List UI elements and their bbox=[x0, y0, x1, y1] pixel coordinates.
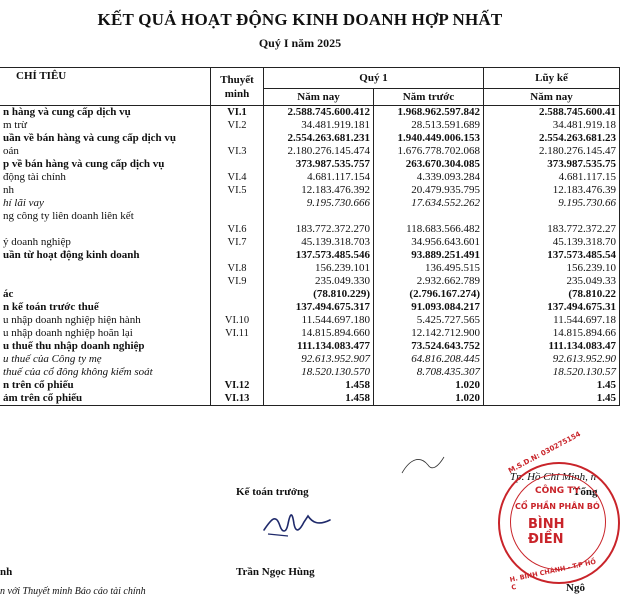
row-current-quarter: 4.681.117.154 bbox=[264, 171, 374, 184]
row-indicator: nh bbox=[3, 184, 14, 196]
header-indicator: CHỈ TIÊU bbox=[0, 68, 211, 106]
row-ytd-current: 18.520.130.57 bbox=[484, 366, 620, 379]
row-note: VI.6 bbox=[211, 223, 264, 236]
row-ytd-current: 12.183.476.39 bbox=[484, 184, 620, 197]
row-ytd-current: 11.544.697.18 bbox=[484, 314, 620, 327]
row-ytd-current: 1.45 bbox=[484, 392, 620, 406]
row-note: VI.1 bbox=[211, 106, 264, 120]
row-previous-quarter: 28.513.591.689 bbox=[374, 119, 484, 132]
row-indicator: uần về bán hàng và cung cấp dịch vụ bbox=[3, 132, 176, 144]
row-ytd-current: 4.681.117.15 bbox=[484, 171, 620, 184]
accountant-signature bbox=[258, 500, 338, 542]
row-note bbox=[211, 197, 264, 210]
row-current-quarter: 183.772.372.270 bbox=[264, 223, 374, 236]
row-ytd-current: 2.180.276.145.47 bbox=[484, 145, 620, 158]
table-row bbox=[0, 366, 620, 379]
row-current-quarter: 9.195.730.666 bbox=[264, 197, 374, 210]
row-current-quarter: 14.815.894.660 bbox=[264, 327, 374, 340]
header-previous-year: Năm trước bbox=[374, 89, 484, 106]
header-ytd-current-year: Năm nay bbox=[484, 89, 620, 106]
row-ytd-current: 137.494.675.31 bbox=[484, 301, 620, 314]
row-indicator bbox=[0, 223, 211, 236]
row-ytd-current: 45.139.318.70 bbox=[484, 236, 620, 249]
table-row bbox=[0, 327, 620, 340]
row-indicator: n hàng và cung cấp dịch vụ bbox=[3, 106, 131, 118]
row-note: VI.13 bbox=[211, 392, 264, 406]
row-current-quarter: 1.458 bbox=[264, 379, 374, 392]
row-note: VI.8 bbox=[211, 262, 264, 275]
director-title: Tổng bbox=[573, 486, 598, 498]
row-previous-quarter: 8.708.435.307 bbox=[374, 366, 484, 379]
row-previous-quarter: 118.683.566.482 bbox=[374, 223, 484, 236]
table-row bbox=[0, 106, 620, 120]
row-indicator: ng công ty liên doanh liên kết bbox=[3, 210, 134, 222]
table-row bbox=[0, 301, 620, 314]
preparer-name: nh bbox=[0, 566, 13, 578]
stamp-number: M.S.D.N: 030275154 bbox=[507, 430, 583, 476]
row-indicator: thuế của cổ đông không kiểm soát bbox=[3, 366, 153, 378]
row-indicator: ảm trên cổ phiếu bbox=[0, 392, 211, 406]
row-current-quarter bbox=[264, 210, 374, 223]
stamp-ring-text: H. BÌNH CHÁNH - T.P HỒ C bbox=[509, 557, 597, 592]
stamp-line1: CÔNG TY bbox=[535, 486, 580, 496]
row-current-quarter: 1.458 bbox=[264, 392, 374, 406]
row-current-quarter: (78.810.229) bbox=[264, 288, 374, 301]
header-current-year: Năm nay bbox=[264, 89, 374, 106]
table-row bbox=[0, 119, 620, 132]
row-previous-quarter: 1.968.962.597.842 bbox=[374, 106, 484, 120]
row-previous-quarter: 4.339.093.284 bbox=[374, 171, 484, 184]
row-note bbox=[211, 158, 264, 171]
row-ytd-current: 14.815.894.66 bbox=[484, 327, 620, 340]
table-row bbox=[0, 262, 620, 275]
row-indicator bbox=[0, 262, 211, 275]
table-row bbox=[0, 132, 620, 145]
row-ytd-current: 9.195.730.66 bbox=[484, 197, 620, 210]
row-current-quarter: 45.139.318.703 bbox=[264, 236, 374, 249]
handwritten-mark-icon bbox=[398, 447, 448, 481]
row-indicator: u nhập doanh nghiệp hiện hành bbox=[3, 314, 141, 326]
row-indicator: n trên cổ phiếu bbox=[3, 379, 74, 391]
row-previous-quarter: 1.020 bbox=[374, 379, 484, 392]
row-current-quarter: 111.134.083.477 bbox=[264, 340, 374, 353]
row-ytd-current: 183.772.372.27 bbox=[484, 223, 620, 236]
row-ytd-current: 34.481.919.18 bbox=[484, 119, 620, 132]
stamp-line3: BÌNH ĐIỀN bbox=[528, 517, 565, 547]
director-name: Ngô bbox=[566, 582, 585, 594]
report-title: KẾT QUẢ HOẠT ĐỘNG KINH DOANH HỢP NHẤT bbox=[97, 10, 503, 29]
row-current-quarter: 18.520.130.570 bbox=[264, 366, 374, 379]
row-previous-quarter: 91.093.084.217 bbox=[374, 301, 484, 314]
row-ytd-current: 1.45 bbox=[484, 379, 620, 392]
row-current-quarter: 2.180.276.145.474 bbox=[264, 145, 374, 158]
row-ytd-current: 111.134.083.47 bbox=[484, 340, 620, 353]
row-ytd-current: 2.588.745.600.41 bbox=[484, 106, 620, 120]
row-previous-quarter: 136.495.515 bbox=[374, 262, 484, 275]
row-note: VI.7 bbox=[211, 236, 264, 249]
row-indicator bbox=[0, 275, 211, 288]
row-indicator: u thuế của Công ty mẹ bbox=[3, 353, 102, 365]
row-current-quarter: 2.554.263.681.231 bbox=[264, 132, 374, 145]
header-note-line2: minh bbox=[224, 87, 250, 100]
row-previous-quarter: 73.524.643.752 bbox=[374, 340, 484, 353]
row-previous-quarter: 2.932.662.789 bbox=[374, 275, 484, 288]
row-indicator: ý doanh nghiệp bbox=[3, 236, 71, 248]
row-ytd-current: 137.573.485.54 bbox=[484, 249, 620, 262]
row-indicator: m trừ bbox=[3, 119, 27, 131]
row-current-quarter: 11.544.697.180 bbox=[264, 314, 374, 327]
table-row bbox=[0, 210, 620, 223]
table-row bbox=[0, 236, 620, 249]
table-row bbox=[0, 288, 620, 301]
accountant-title: Kế toán trưởng bbox=[236, 486, 309, 498]
footer-note: n với Thuyết minh Báo cáo tài chính bbox=[0, 586, 146, 597]
row-current-quarter: 92.613.952.907 bbox=[264, 353, 374, 366]
header-note-line1: Thuyết bbox=[220, 73, 254, 86]
row-ytd-current: 92.613.952.90 bbox=[484, 353, 620, 366]
row-note: VI.2 bbox=[211, 119, 264, 132]
income-statement-table bbox=[0, 67, 620, 406]
row-note: VI.9 bbox=[211, 275, 264, 288]
row-previous-quarter: 1.020 bbox=[374, 392, 484, 406]
row-indicator: u nhập doanh nghiệp hoãn lại bbox=[3, 327, 133, 339]
row-note: VI.10 bbox=[211, 314, 264, 327]
table-row bbox=[0, 275, 620, 288]
row-previous-quarter: 93.889.251.491 bbox=[374, 249, 484, 262]
row-note: VI.12 bbox=[211, 379, 264, 392]
row-indicator: hí lãi vay bbox=[3, 197, 44, 209]
row-note bbox=[211, 132, 264, 145]
row-note bbox=[211, 210, 264, 223]
row-indicator: ác bbox=[3, 288, 14, 300]
row-previous-quarter: (2.796.167.274) bbox=[374, 288, 484, 301]
row-indicator: uần từ hoạt động kinh doanh bbox=[3, 249, 140, 261]
row-note bbox=[211, 353, 264, 366]
table-row bbox=[0, 392, 620, 406]
row-previous-quarter: 20.479.935.795 bbox=[374, 184, 484, 197]
row-current-quarter: 2.588.745.600.412 bbox=[264, 106, 374, 120]
accountant-name: Trần Ngọc Hùng bbox=[236, 566, 315, 578]
header-note bbox=[211, 68, 264, 106]
row-previous-quarter: 5.425.727.565 bbox=[374, 314, 484, 327]
row-current-quarter: 137.573.485.546 bbox=[264, 249, 374, 262]
row-ytd-current bbox=[484, 210, 620, 223]
row-current-quarter: 156.239.101 bbox=[264, 262, 374, 275]
row-indicator: p về bán hàng và cung cấp dịch vụ bbox=[3, 158, 165, 170]
row-current-quarter: 34.481.919.181 bbox=[264, 119, 374, 132]
row-previous-quarter: 1.940.449.006.153 bbox=[374, 132, 484, 145]
row-indicator: n kế toán trước thuế bbox=[3, 301, 99, 313]
row-ytd-current: 2.554.263.681.23 bbox=[484, 132, 620, 145]
table-row bbox=[0, 353, 620, 366]
row-indicator: u thuế thu nhập doanh nghiệp bbox=[3, 340, 145, 352]
row-note bbox=[211, 301, 264, 314]
table-row bbox=[0, 158, 620, 171]
row-ytd-current: 156.239.10 bbox=[484, 262, 620, 275]
row-current-quarter: 235.049.330 bbox=[264, 275, 374, 288]
row-previous-quarter: 64.816.208.445 bbox=[374, 353, 484, 366]
table-row bbox=[0, 249, 620, 262]
report-period: Quý I năm 2025 bbox=[258, 36, 342, 50]
table-row bbox=[0, 340, 620, 353]
row-ytd-current: (78.810.22 bbox=[484, 288, 620, 301]
row-previous-quarter: 34.956.643.601 bbox=[374, 236, 484, 249]
row-previous-quarter: 17.634.552.262 bbox=[374, 197, 484, 210]
table-row bbox=[0, 171, 620, 184]
row-note: VI.5 bbox=[211, 184, 264, 197]
row-note bbox=[211, 288, 264, 301]
row-indicator: động tài chính bbox=[3, 171, 66, 183]
row-note bbox=[211, 249, 264, 262]
row-current-quarter: 137.494.675.317 bbox=[264, 301, 374, 314]
row-ytd-current: 373.987.535.75 bbox=[484, 158, 620, 171]
table-row bbox=[0, 184, 620, 197]
row-ytd-current: 235.049.33 bbox=[484, 275, 620, 288]
row-indicator: oán bbox=[3, 145, 19, 157]
stamp-line2: CỔ PHẦN PHÂN BÓ bbox=[515, 502, 600, 511]
row-note: VI.11 bbox=[211, 327, 264, 340]
table-row bbox=[0, 314, 620, 327]
table-row bbox=[0, 379, 620, 392]
table-row bbox=[0, 197, 620, 210]
table-header-row bbox=[0, 68, 620, 89]
row-note bbox=[211, 366, 264, 379]
row-current-quarter: 373.987.535.757 bbox=[264, 158, 374, 171]
row-note bbox=[211, 340, 264, 353]
row-previous-quarter: 12.142.712.900 bbox=[374, 327, 484, 340]
header-ytd: Lũy kế bbox=[484, 68, 620, 89]
row-note: VI.3 bbox=[211, 145, 264, 158]
row-previous-quarter: 1.676.778.702.068 bbox=[374, 145, 484, 158]
place-date: Tp. Hồ Chí Minh, n bbox=[510, 471, 597, 483]
header-quarter: Quý 1 bbox=[264, 68, 484, 89]
table-row bbox=[0, 223, 620, 236]
row-current-quarter: 12.183.476.392 bbox=[264, 184, 374, 197]
row-previous-quarter: 263.670.304.085 bbox=[374, 158, 484, 171]
row-note: VI.4 bbox=[211, 171, 264, 184]
table-row bbox=[0, 145, 620, 158]
row-previous-quarter bbox=[374, 210, 484, 223]
